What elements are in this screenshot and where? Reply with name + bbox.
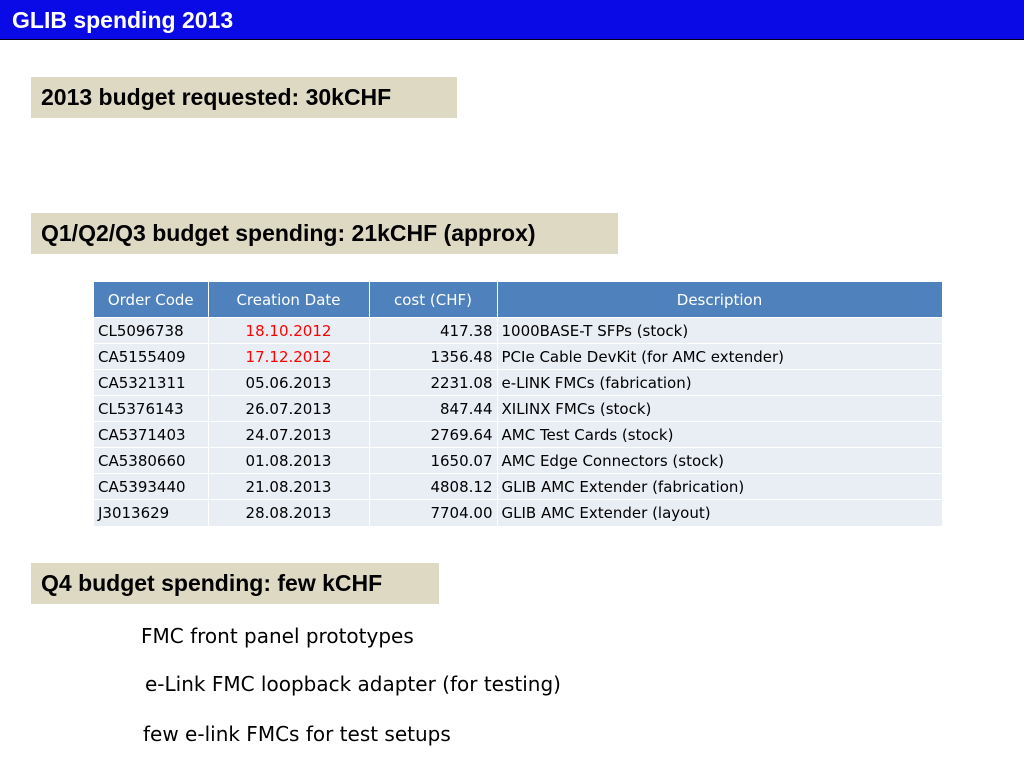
cell-cost: 847.44 xyxy=(369,396,497,422)
slide-title: GLIB spending 2013 xyxy=(12,7,234,33)
table-row xyxy=(94,422,942,448)
cell-cost: 1356.48 xyxy=(369,344,497,370)
header-description: Description xyxy=(497,282,942,318)
cell-description: GLIB AMC Extender (layout) xyxy=(497,500,942,526)
cell-order-code: CL5096738 xyxy=(94,318,208,344)
slide-title-bar xyxy=(0,0,1024,40)
table-row xyxy=(94,396,942,422)
cell-cost: 2231.08 xyxy=(369,370,497,396)
header-creation-date: Creation Date xyxy=(208,282,369,318)
table-row xyxy=(94,370,942,396)
orders-table xyxy=(94,282,943,526)
cell-creation-date: 28.08.2013 xyxy=(208,500,369,526)
cell-order-code: J3013629 xyxy=(94,500,208,526)
cell-cost: 1650.07 xyxy=(369,448,497,474)
q123-spending-box: Q1/Q2/Q3 budget spending: 21kCHF (approx) xyxy=(31,213,618,254)
cell-creation-date: 18.10.2012 xyxy=(208,318,369,344)
table-header-row xyxy=(94,282,942,318)
q4-item: few e-link FMCs for test setups xyxy=(143,722,451,746)
cell-cost: 4808.12 xyxy=(369,474,497,500)
cell-creation-date: 21.08.2013 xyxy=(208,474,369,500)
cell-order-code: CA5371403 xyxy=(94,422,208,448)
cell-order-code: CA5393440 xyxy=(94,474,208,500)
table-row xyxy=(94,474,942,500)
table-row xyxy=(94,318,942,344)
header-cost: cost (CHF) xyxy=(369,282,497,318)
cell-description: AMC Test Cards (stock) xyxy=(497,422,942,448)
cell-description: PCIe Cable DevKit (for AMC extender) xyxy=(497,344,942,370)
q4-spending-box: Q4 budget spending: few kCHF xyxy=(31,563,439,604)
cell-description: e-LINK FMCs (fabrication) xyxy=(497,370,942,396)
cell-order-code: CL5376143 xyxy=(94,396,208,422)
q4-item: FMC front panel prototypes xyxy=(141,624,414,648)
cell-description: 1000BASE-T SFPs (stock) xyxy=(497,318,942,344)
cell-order-code: CA5321311 xyxy=(94,370,208,396)
cell-cost: 417.38 xyxy=(369,318,497,344)
cell-cost: 2769.64 xyxy=(369,422,497,448)
cell-description: GLIB AMC Extender (fabrication) xyxy=(497,474,942,500)
table-row xyxy=(94,500,942,526)
table-row xyxy=(94,344,942,370)
cell-creation-date: 17.12.2012 xyxy=(208,344,369,370)
cell-cost: 7704.00 xyxy=(369,500,497,526)
budget-requested-box: 2013 budget requested: 30kCHF xyxy=(31,77,457,118)
table-row xyxy=(94,448,942,474)
cell-description: XILINX FMCs (stock) xyxy=(497,396,942,422)
cell-creation-date: 24.07.2013 xyxy=(208,422,369,448)
header-order-code: Order Code xyxy=(94,282,208,318)
cell-order-code: CA5155409 xyxy=(94,344,208,370)
cell-description: AMC Edge Connectors (stock) xyxy=(497,448,942,474)
cell-creation-date: 05.06.2013 xyxy=(208,370,369,396)
cell-order-code: CA5380660 xyxy=(94,448,208,474)
q4-item: e-Link FMC loopback adapter (for testing) xyxy=(145,672,561,696)
cell-creation-date: 01.08.2013 xyxy=(208,448,369,474)
cell-creation-date: 26.07.2013 xyxy=(208,396,369,422)
